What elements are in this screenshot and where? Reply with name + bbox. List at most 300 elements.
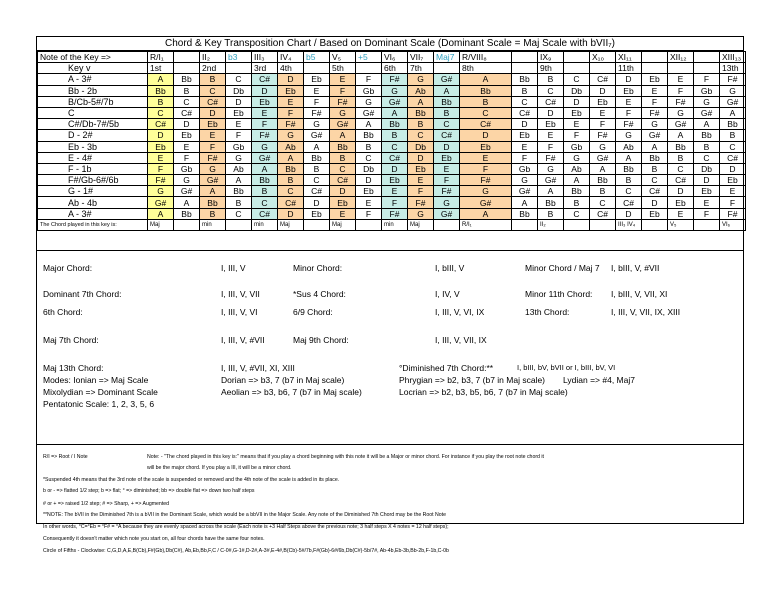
note-cell: F (200, 141, 226, 152)
note-cell: D (304, 197, 330, 208)
note-cell: Eb (356, 186, 382, 197)
note-cell: E (278, 96, 304, 107)
degree-header-cell: III₃ (252, 52, 278, 63)
mode-lydian: Lydian => #4, Maj7 (563, 375, 635, 385)
note-cell: G# (668, 119, 694, 130)
key-row (38, 74, 746, 85)
chord-quality-cell: Maj (408, 219, 434, 230)
note-cell: G# (720, 96, 746, 107)
note-cell: C# (668, 175, 694, 186)
chord-quality-cell (356, 219, 382, 230)
key-v-cell (512, 63, 538, 74)
degree-header-cell: R/I₁ (148, 52, 174, 63)
note-cell: G# (304, 130, 330, 141)
note-cell: A (408, 96, 434, 107)
note-cell: D (278, 208, 304, 219)
note-cell: G# (512, 186, 538, 197)
note-cell: Eb (720, 175, 746, 186)
transposition-table (37, 51, 746, 231)
note-cell: G (694, 96, 720, 107)
note-cell: B (590, 186, 616, 197)
note-cell: D (460, 130, 512, 141)
dominant-7th-value: I, III, V, VII (221, 289, 260, 299)
note-cell: F (590, 119, 616, 130)
note-cell: G (642, 119, 668, 130)
note-cell: F# (330, 96, 356, 107)
degree-header-cell: b5 (304, 52, 330, 63)
note-cell: Eb (408, 163, 434, 174)
note-cell: C (174, 96, 200, 107)
note-cell: D (278, 74, 304, 85)
degree-header-cell: R/VIII₈ (460, 52, 512, 63)
note-cell: Eb (460, 141, 512, 152)
note-cell: Eb (564, 107, 590, 118)
note-cell: D (590, 85, 616, 96)
note-cell: D (616, 74, 642, 85)
note-cell: F# (382, 208, 408, 219)
note-cell: E (590, 107, 616, 118)
note-cell: G (278, 130, 304, 141)
note-cell: A (278, 152, 304, 163)
note-cell: G (616, 130, 642, 141)
key-row (38, 85, 746, 96)
note-cell: F# (616, 119, 642, 130)
note-cell: F (720, 197, 746, 208)
note-cell: G# (356, 107, 382, 118)
note-cell: F# (382, 74, 408, 85)
note-cell: Bb (356, 130, 382, 141)
note-cell: C (720, 141, 746, 152)
note-cell: C# (174, 107, 200, 118)
note-cell: A (460, 208, 512, 219)
note-cell: C (642, 175, 668, 186)
key-v-cell (174, 63, 200, 74)
note-cell: Bb (668, 141, 694, 152)
note-cell: F (512, 152, 538, 163)
key-row (38, 130, 746, 141)
note-cell: G (434, 197, 460, 208)
key-v-cell (694, 63, 720, 74)
note-cell: D (642, 197, 668, 208)
note-cell: A (252, 163, 278, 174)
six-nine-value: I, III, V, VI, IX (435, 307, 485, 317)
note-cell: Gb (694, 85, 720, 96)
mode-phrygian: Phrygian => b2, b3, 7 (b7 in Maj scale) (399, 375, 545, 385)
note-cell: D (226, 96, 252, 107)
note-chord-played: Note: - "The chord played in this key is:" means that if you play a chord beginning with this note it will be a Major or minor chord. For instance if you play the root note chord it (147, 454, 544, 460)
degree-header-cell: XI₁₁ (616, 52, 642, 63)
note-cell: F (356, 208, 382, 219)
minor-chord-value: I, bIII, V (435, 263, 465, 273)
note-cell: Bb (174, 208, 200, 219)
note-cell: F# (252, 130, 278, 141)
note-cell: C# (252, 208, 278, 219)
note-cell: G# (590, 152, 616, 163)
key-name: C#/Db-7#/5b (38, 119, 148, 130)
note-cell: F (616, 107, 642, 118)
note-cell: A (616, 152, 642, 163)
note-cell: Eb (148, 141, 174, 152)
note-cell: D (538, 107, 564, 118)
chord-quality-cell: Maj (278, 219, 304, 230)
pentatonic-scale: Pentatonic Scale: 1, 2, 3, 5, 6 (43, 399, 155, 409)
note-cell: C (460, 107, 512, 118)
note-cell: B (226, 197, 252, 208)
note-cell: F# (460, 175, 512, 186)
note-cell: B (356, 141, 382, 152)
note-cell: Eb (642, 208, 668, 219)
chord-quality-cell: V₅ (668, 219, 694, 230)
note-cell: G# (460, 197, 512, 208)
note-cell: E (382, 186, 408, 197)
key-v-cell: 7th (408, 63, 434, 74)
note-cell: C# (616, 197, 642, 208)
key-v-cell (668, 63, 694, 74)
note-cell: G (382, 85, 408, 96)
note-cell: G# (694, 107, 720, 118)
chord-quality-cell (694, 219, 720, 230)
degree-header-cell: II₂ (200, 52, 226, 63)
note-cell: D (252, 85, 278, 96)
chord-quality-cell: III₃ IV₄ (616, 219, 642, 230)
key-v-row (38, 63, 746, 74)
key-v-cell: 9th (538, 63, 564, 74)
key-name: F - 1b (38, 163, 148, 174)
degree-header-cell: b3 (226, 52, 252, 63)
key-row (38, 208, 746, 219)
note-cell: Bb (564, 186, 590, 197)
note-cell: F (226, 130, 252, 141)
key-v-cell (304, 63, 330, 74)
note-cell: Db (564, 85, 590, 96)
note-cell: E (174, 141, 200, 152)
key-v-cell: 6th (382, 63, 408, 74)
note-cell: A (564, 175, 590, 186)
note-cell: Eb (174, 130, 200, 141)
sixth-chord-label: 6th Chord: (43, 307, 83, 317)
note-cell: C (226, 74, 252, 85)
note-cell: B (200, 208, 226, 219)
key-v-cell: 2nd (200, 63, 226, 74)
note-cell: C (512, 96, 538, 107)
note-cell: Bb (304, 152, 330, 163)
note-cell: G (408, 208, 434, 219)
key-v-cell (564, 63, 590, 74)
note-cell: Gb (356, 85, 382, 96)
note-cell: G (408, 74, 434, 85)
note-cell: C (564, 74, 590, 85)
note-cell: E (148, 152, 174, 163)
note-sharps: # or + => raised 1/2 step; # => Sharp, + => Augmented (43, 501, 170, 507)
note-cell: F# (278, 119, 304, 130)
note-cell: G (720, 85, 746, 96)
note-cell: A (590, 163, 616, 174)
note-cell: F# (668, 96, 694, 107)
note-cell: Bb (226, 186, 252, 197)
minor-maj7-value: I, bIII, V, #VII (611, 263, 660, 273)
note-cell: B (538, 208, 564, 219)
note-cell: Bb (252, 175, 278, 186)
note-cell: Bb (720, 119, 746, 130)
note-cell: G (538, 163, 564, 174)
note-cell: A (642, 141, 668, 152)
key-row (38, 119, 746, 130)
note-cell: G (330, 107, 356, 118)
chord-quality-cell: VI₆ (720, 219, 746, 230)
key-v-cell (642, 63, 668, 74)
key-name: D - 2# (38, 130, 148, 141)
note-cell: G# (434, 74, 460, 85)
note-cell: C (616, 186, 642, 197)
note-root: R/I => Root / I Note (43, 454, 88, 460)
key-v-cell: 8th (460, 63, 512, 74)
sixth-chord-value: I, III, V, VI (221, 307, 258, 317)
note-cell: C (200, 85, 226, 96)
note-cell: D (174, 119, 200, 130)
note-cell: C (434, 119, 460, 130)
note-cell: Ab (226, 163, 252, 174)
note-cell: D (434, 141, 460, 152)
degree-header-cell (512, 52, 538, 63)
maj9-label: Maj 9th Chord: (293, 335, 349, 345)
degree-header-cell: X₁₀ (590, 52, 616, 63)
note-cell: C (590, 197, 616, 208)
note-cell: C# (304, 186, 330, 197)
dim7-value: I, bIII, bV, bVII or I, bIII, bV, VI (517, 363, 616, 372)
minor-11th-label: Minor 11th Chord: (525, 289, 593, 299)
note-cell: E (512, 141, 538, 152)
degree-header-row (38, 52, 746, 63)
note-cell: D (720, 163, 746, 174)
note-cell: C# (278, 197, 304, 208)
note-cell: G (512, 175, 538, 186)
note-cell: A (304, 141, 330, 152)
note-cell: B (720, 130, 746, 141)
six-nine-label: 6/9 Chord: (293, 307, 333, 317)
chord-quality-cell (642, 219, 668, 230)
chord-quality-cell: Maj (148, 219, 174, 230)
note-cell: E (252, 107, 278, 118)
note-cell: G (460, 186, 512, 197)
note-cell: C (538, 85, 564, 96)
key-row (38, 163, 746, 174)
note-cell: A (174, 197, 200, 208)
note-cell: G# (642, 130, 668, 141)
note-cell: B (512, 85, 538, 96)
note-cell: F (356, 74, 382, 85)
chord-quality-cell (590, 219, 616, 230)
note-circle-of-fifths: Circle of Fifths - Clockwise: C,G,D,A,E,B(Cb),F#(Gb),Db(C#), Ab,Eb,Bb,F,C / C-0#,G-1#,D-2#,A-3#,E-4#,B(Cb)-5#/7b,F#(Gb)-6#/6b,Db(C#)-5b/7#, Ab-4b,Eb-3b,Bb-2b,F-1b,C-0b (43, 548, 449, 554)
degree-header-cell: V₅ (330, 52, 356, 63)
note-cell: D (382, 163, 408, 174)
note-cell: F# (538, 152, 564, 163)
note-cell: Bb (148, 85, 174, 96)
note-cell: F (174, 152, 200, 163)
note-cell: Db (694, 163, 720, 174)
note-cell: Db (226, 85, 252, 96)
note-cell: Bb (538, 197, 564, 208)
note-cell: Ab (564, 163, 590, 174)
chord-quality-cell: min (200, 219, 226, 230)
note-cell: F (668, 85, 694, 96)
note-cell: C# (590, 208, 616, 219)
key-name: E - 4# (38, 152, 148, 163)
degree-header-cell: IX₉ (538, 52, 564, 63)
note-cell: B (434, 107, 460, 118)
key-row (38, 186, 746, 197)
note-cell: B (278, 175, 304, 186)
note-cell: Bb (460, 85, 512, 96)
note-cell: B (200, 74, 226, 85)
dominant-7th-label: Dominant 7th Chord: (43, 289, 122, 299)
sus4-value: I, IV, V (435, 289, 460, 299)
note-cell: Eb (512, 130, 538, 141)
note-cell: C (408, 130, 434, 141)
note-cell: E (200, 130, 226, 141)
note-cell: F (382, 197, 408, 208)
note-cell: F (538, 141, 564, 152)
note-diminished: **NOTE: The bVII in the Diminished 7th is a bVII in the Dominant Scale, which would be a bbVII in the Major Scale. Any note of the Diminished 7th Chord may be the Root Note (43, 512, 447, 518)
note-cell: C# (538, 96, 564, 107)
note-cell: F (694, 208, 720, 219)
degree-header-cell: VII₇ (408, 52, 434, 63)
note-consequently: Consequently it doesn't matter which note you start on, all four chords have the same four notes. (43, 536, 265, 542)
note-cell: B (668, 152, 694, 163)
note-cell: C (330, 163, 356, 174)
major-chord-value: I, III, V (221, 263, 246, 273)
note-cell: D (148, 130, 174, 141)
key-name: F#/Gb-6#/6b (38, 175, 148, 186)
mode-aeolian: Aeolian => b3, b6, 7 (b7 in Maj scale) (221, 387, 362, 397)
note-cell: A (434, 85, 460, 96)
note-cell: D (616, 208, 642, 219)
note-cell: G (174, 175, 200, 186)
note-cell: C (382, 141, 408, 152)
note-cell: Bb (590, 175, 616, 186)
note-cell: G# (538, 175, 564, 186)
key-row (38, 175, 746, 186)
note-cell: Bb (512, 208, 538, 219)
note-cell: C# (512, 107, 538, 118)
note-cell: B (460, 96, 512, 107)
note-cell: A (200, 186, 226, 197)
key-v-cell: 5th (330, 63, 356, 74)
note-cell: C (278, 186, 304, 197)
note-cell: B (564, 197, 590, 208)
note-cell: E (356, 197, 382, 208)
note-cell: A (668, 130, 694, 141)
note-cell: Bb (434, 96, 460, 107)
note-cell: E (330, 74, 356, 85)
note-flats: b or - => flatted 1/2 step; b => flat; ° => diminished; bb => double flat => down two half steps (43, 488, 255, 494)
note-cell: E (564, 119, 590, 130)
note-cell: Gb (512, 163, 538, 174)
note-cell: D (564, 96, 590, 107)
maj7-label: Maj 7th Chord: (43, 335, 99, 345)
note-cell: F# (200, 152, 226, 163)
note-cell: G (590, 141, 616, 152)
chord-quality-cell: II₂ (538, 219, 564, 230)
key-row (38, 107, 746, 118)
note-cell: G# (174, 186, 200, 197)
chord-quality-row (38, 219, 746, 230)
note-cell: A (382, 107, 408, 118)
note-cell: F (434, 175, 460, 186)
note-cell: C (148, 107, 174, 118)
note-other-words: In other words, °C=°Eb = °F# = °A because they are evenly spaced across the scale (Each note is +3 Half Steps above the previous note; 3 half steps X 4 notes = 12 half steps); (43, 524, 449, 530)
degree-header-cell (694, 52, 720, 63)
note-cell: A (356, 119, 382, 130)
key-row (38, 197, 746, 208)
note-cell: F# (642, 107, 668, 118)
note-chord-played-cont: will be the major chord. If you play a III, it will be a minor chord. (147, 465, 292, 471)
chart-title: Chord & Key Transposition Chart / Based on Dominant Scale (Dominant Scale = Maj Scale with bVII₇) (37, 37, 743, 51)
note-cell: G# (148, 197, 174, 208)
note-cell: Eb (382, 175, 408, 186)
note-cell: G# (330, 119, 356, 130)
note-cell: A (694, 119, 720, 130)
note-cell: Eb (616, 85, 642, 96)
note-cell: E (720, 186, 746, 197)
note-cell: F# (720, 74, 746, 85)
key-name: Eb - 3b (38, 141, 148, 152)
key-v-cell (226, 63, 252, 74)
mode-locrian: Locrian => b2, b3, b5, b6, 7 (b7 in Maj scale) (399, 387, 568, 397)
note-cell: Gb (564, 141, 590, 152)
note-cell: C# (148, 119, 174, 130)
note-cell: Bb (330, 141, 356, 152)
note-cell: C# (720, 152, 746, 163)
note-cell: E (616, 96, 642, 107)
note-cell: Eb (668, 197, 694, 208)
note-cell: F (460, 163, 512, 174)
note-suspended: *Suspended 4th means that the 3rd note of the scale is suspended or removed and the 4th note of the scale is added in its place. (43, 477, 340, 483)
note-cell: B (538, 74, 564, 85)
note-cell: Bb (174, 74, 200, 85)
note-cell: C# (434, 130, 460, 141)
note-cell: G# (382, 96, 408, 107)
degree-header-cell: +5 (356, 52, 382, 63)
note-cell: D (694, 175, 720, 186)
key-name: Ab - 4b (38, 197, 148, 208)
minor-maj7-label: Minor Chord / Maj 7 (525, 263, 600, 273)
note-cell: F (252, 119, 278, 130)
maj13-value: I, III, V, #VII, XI, XIII (221, 363, 295, 373)
dim7-label: °Diminished 7th Chord:** (399, 363, 494, 373)
note-cell: Db (356, 163, 382, 174)
degree-header-cell: IV₄ (278, 52, 304, 63)
maj9-value: I, III, V, VII, IX (435, 335, 487, 345)
note-cell: F# (590, 130, 616, 141)
note-cell: Eb (226, 107, 252, 118)
note-cell: Bb (642, 152, 668, 163)
key-row (38, 141, 746, 152)
note-cell: A (330, 130, 356, 141)
key-v-cell: 11th (616, 63, 642, 74)
note-cell: E (668, 208, 694, 219)
key-name: A - 3# (38, 208, 148, 219)
note-cell: F# (304, 107, 330, 118)
note-cell: Bb (616, 163, 642, 174)
note-cell: A (720, 107, 746, 118)
note-cell: G# (200, 175, 226, 186)
note-cell: Ab (278, 141, 304, 152)
chord-quality-cell: Maj (330, 219, 356, 230)
note-cell: G (304, 119, 330, 130)
note-cell: C (668, 163, 694, 174)
note-cell: B (694, 141, 720, 152)
note-cell: Ab (616, 141, 642, 152)
